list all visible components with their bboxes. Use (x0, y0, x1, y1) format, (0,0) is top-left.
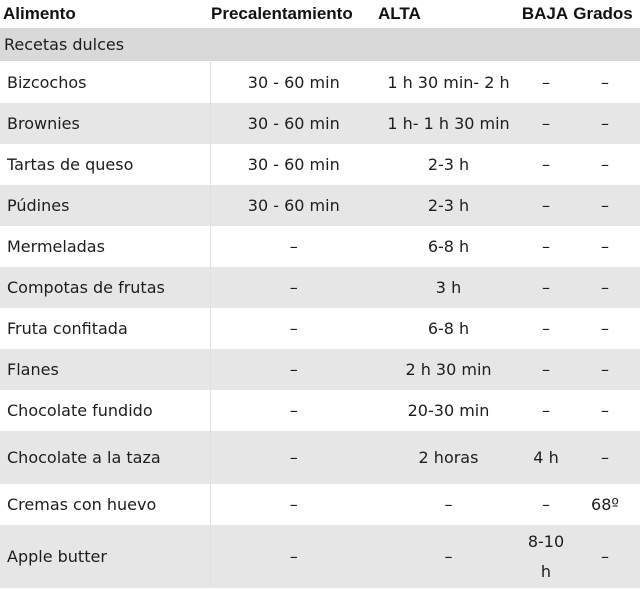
high-cell: 20-30 min (407, 400, 490, 420)
food-cell: Mermeladas (0, 226, 210, 267)
high-cell: 2 horas (377, 431, 520, 484)
food-cell: Fruta confitada (0, 308, 210, 349)
high-cell: – (377, 525, 520, 588)
table-body (0, 28, 640, 588)
low-cell: – (520, 267, 570, 308)
high-cell: 2-3 h (427, 154, 470, 174)
table-header (0, 0, 640, 28)
table-row (0, 308, 640, 349)
preheat-cell: – (210, 267, 377, 308)
low-cell: 8-10 h (520, 525, 570, 588)
low-cell: – (542, 72, 550, 92)
degrees-cell: – (570, 267, 640, 308)
table-row (0, 267, 640, 308)
food-cell: Flanes (0, 349, 210, 390)
food-cell: Tartas de queso (0, 144, 210, 185)
low-cell: – (542, 494, 550, 514)
preheat-cell: – (289, 236, 298, 256)
section-label: Recetas dulces (0, 28, 640, 62)
table-row (0, 144, 640, 185)
high-cell: 6-8 h (427, 318, 470, 338)
table-row (0, 185, 640, 226)
low-cell: 4 h (520, 431, 570, 484)
degrees-cell: – (601, 236, 609, 256)
table-row (0, 349, 640, 390)
low-cell: – (520, 103, 570, 144)
preheat-cell: – (210, 525, 377, 588)
column-header-high: ALTA (378, 4, 421, 23)
degrees-cell: – (601, 72, 609, 92)
food-cell: Bizcochos (0, 62, 210, 104)
table-row (0, 525, 640, 588)
preheat-cell: – (289, 318, 298, 338)
table-row (0, 431, 640, 484)
degrees-cell: – (570, 185, 640, 226)
table-row (0, 226, 640, 267)
high-cell: 1 h- 1 h 30 min (377, 103, 520, 144)
low-cell: – (542, 236, 550, 256)
section-row (0, 28, 640, 62)
food-cell: Chocolate fundido (0, 390, 210, 431)
degrees-cell: – (601, 154, 609, 174)
table-row (0, 484, 640, 525)
low-cell: – (542, 400, 550, 420)
degrees-cell: – (601, 318, 609, 338)
degrees-cell: – (570, 431, 640, 484)
preheat-cell: – (289, 494, 298, 514)
food-cell: Apple butter (0, 525, 210, 588)
low-cell: – (542, 154, 550, 174)
preheat-cell: 30 - 60 min (210, 103, 377, 144)
high-cell: – (444, 494, 453, 514)
food-cell: Brownies (0, 103, 210, 144)
food-cell: Compotas de frutas (0, 267, 210, 308)
low-cell: – (520, 185, 570, 226)
low-cell: – (542, 318, 550, 338)
preheat-cell: 30 - 60 min (247, 154, 340, 174)
column-header-preheat: Precalentamiento (211, 4, 353, 23)
preheat-cell: – (289, 400, 298, 420)
high-cell: 2-3 h (377, 185, 520, 226)
preheat-cell: – (210, 349, 377, 390)
preheat-cell: 30 - 60 min (247, 72, 340, 92)
column-header-degrees: Grados (573, 4, 633, 23)
column-header-food: Alimento (3, 4, 76, 23)
degrees-cell: – (570, 525, 640, 588)
food-cell: Cremas con huevo (0, 484, 210, 525)
table-row (0, 390, 640, 431)
column-header-low: BAJA (521, 4, 569, 23)
food-cell: Púdines (0, 185, 210, 226)
high-cell: 2 h 30 min (377, 349, 520, 390)
low-cell: – (520, 349, 570, 390)
high-cell: 3 h (377, 267, 520, 308)
degrees-cell: 68º (591, 494, 619, 514)
table-row (0, 62, 640, 104)
degrees-cell: – (570, 349, 640, 390)
preheat-cell: 30 - 60 min (210, 185, 377, 226)
degrees-cell: – (570, 103, 640, 144)
high-cell: 6-8 h (427, 236, 470, 256)
food-cell: Chocolate a la taza (0, 431, 210, 484)
preheat-cell: – (210, 431, 377, 484)
high-cell: 1 h 30 min- 2 h (387, 72, 510, 92)
table-row (0, 103, 640, 144)
degrees-cell: – (601, 400, 609, 420)
